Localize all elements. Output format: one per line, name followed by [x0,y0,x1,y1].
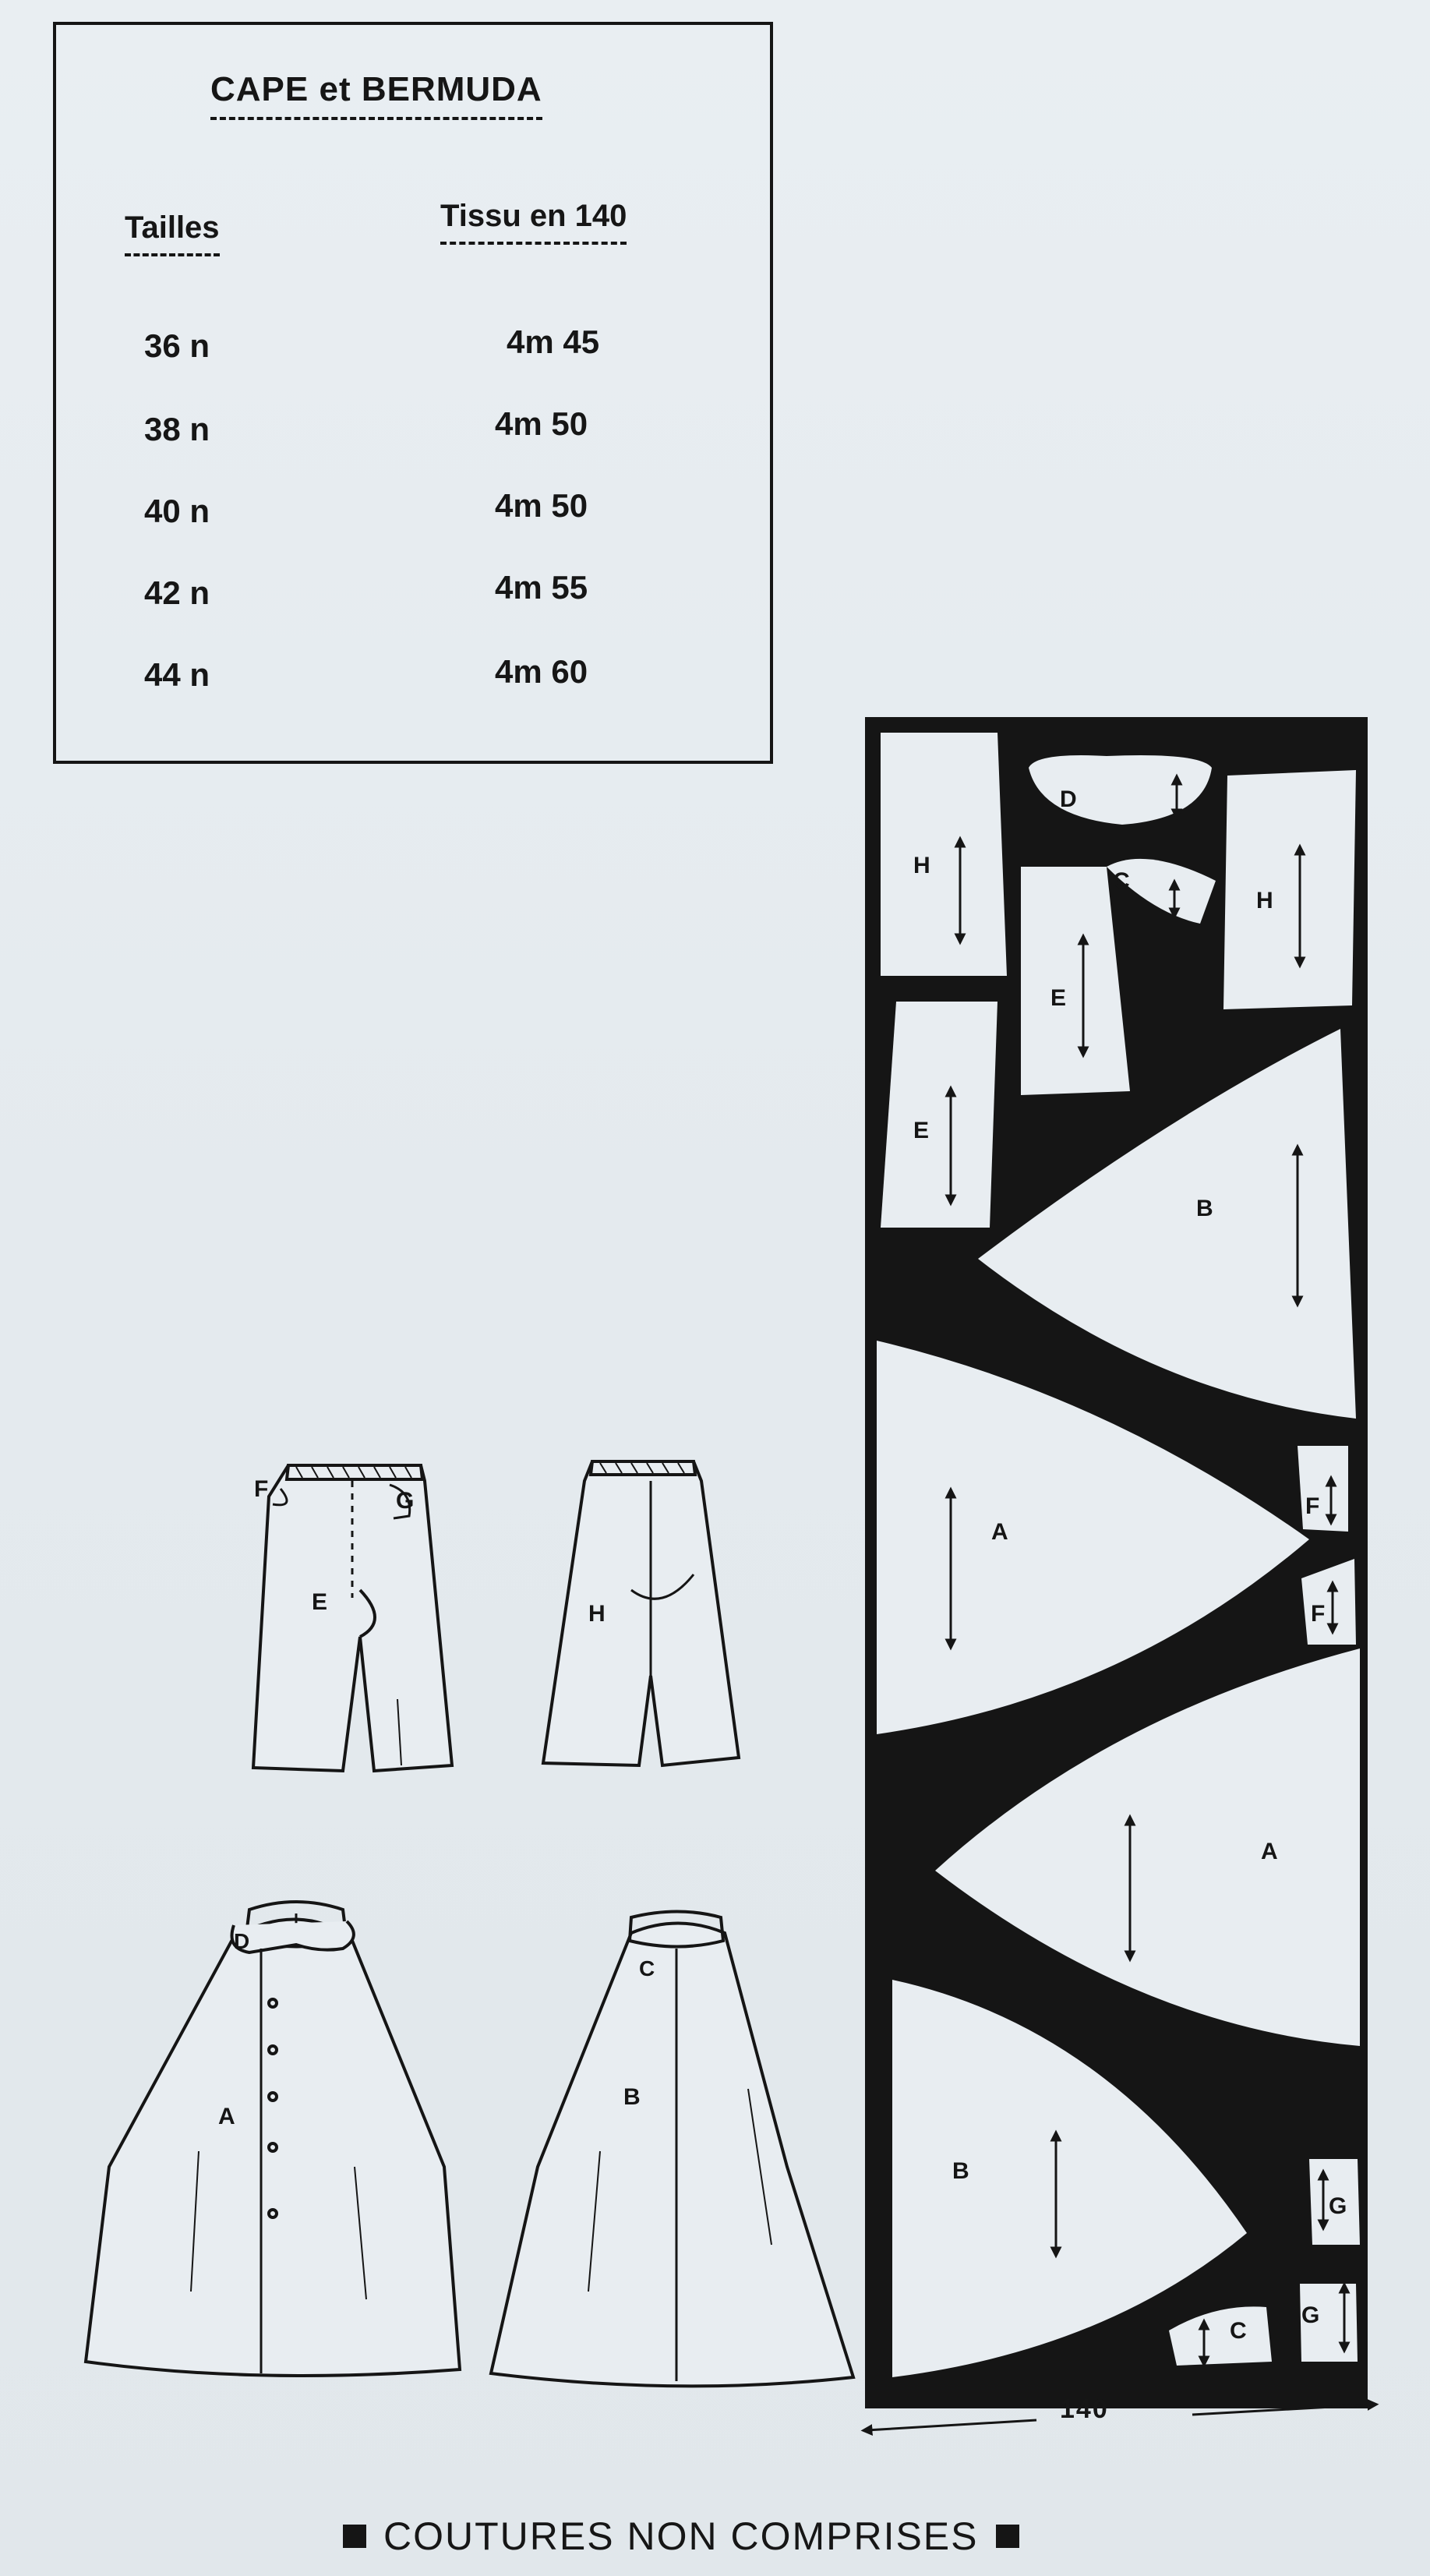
layout-label-f: F [1311,1601,1326,1627]
layout-label-e: E [913,1118,930,1143]
footer-text: COUTURES NON COMPRISES [383,2514,979,2558]
cape-back-drawing [491,1912,853,2387]
table-title: CAPE et BERMUDA [210,70,542,120]
layout-label-c: C [1113,868,1130,894]
fabric-cell: 4m 55 [495,569,588,606]
bermuda-front-label-f: F [254,1476,269,1502]
layout-label-c: C [1230,2318,1247,2344]
layout-width-label: 140 [1060,2394,1109,2424]
layout-label-b: B [1196,1196,1213,1221]
layout-label-e: E [1050,985,1067,1011]
bermuda-front-label-g: G [396,1488,415,1514]
layout-label-d: D [1060,786,1077,812]
footer-note [343,2514,1019,2559]
bermuda-back-label-h: H [588,1601,606,1627]
header-sizes: Tailles [125,210,220,256]
layout-label-h: H [1256,888,1273,913]
layout-label-g: G [1329,2193,1347,2219]
cape-front-label-a: A [218,2104,235,2129]
cape-front-label-d: D [234,1929,250,1953]
square-bullet-icon [343,2525,366,2548]
bermuda-front-drawing [253,1465,452,1771]
fabric-cell: 4m 50 [495,487,588,524]
bermuda-front-label-e: E [312,1589,328,1615]
layout-label-g: G [1301,2302,1320,2328]
size-cell: 38 n [144,411,210,447]
size-cell: 44 n [144,656,210,693]
size-cell: 40 n [144,493,210,529]
cape-back-label-b: B [623,2084,641,2110]
fabric-cell: 4m 45 [507,323,600,360]
fabric-cell: 4m 50 [495,405,588,442]
fabric-cell: 4m 60 [495,653,588,690]
bermuda-back-drawing [543,1461,739,1765]
header-fabric: Tissu en 140 [440,199,627,245]
layout-label-f: F [1305,1493,1320,1519]
layout-label-a: A [991,1519,1008,1545]
layout-label-b: B [952,2158,969,2184]
layout-label-h: H [913,853,930,878]
size-cell: 36 n [144,327,210,364]
layout-label-a: A [1261,1839,1278,1864]
cape-back-label-c: C [639,1956,655,1981]
cape-front-drawing [86,1902,460,2376]
size-cell: 42 n [144,574,210,611]
square-bullet-icon [996,2525,1019,2548]
